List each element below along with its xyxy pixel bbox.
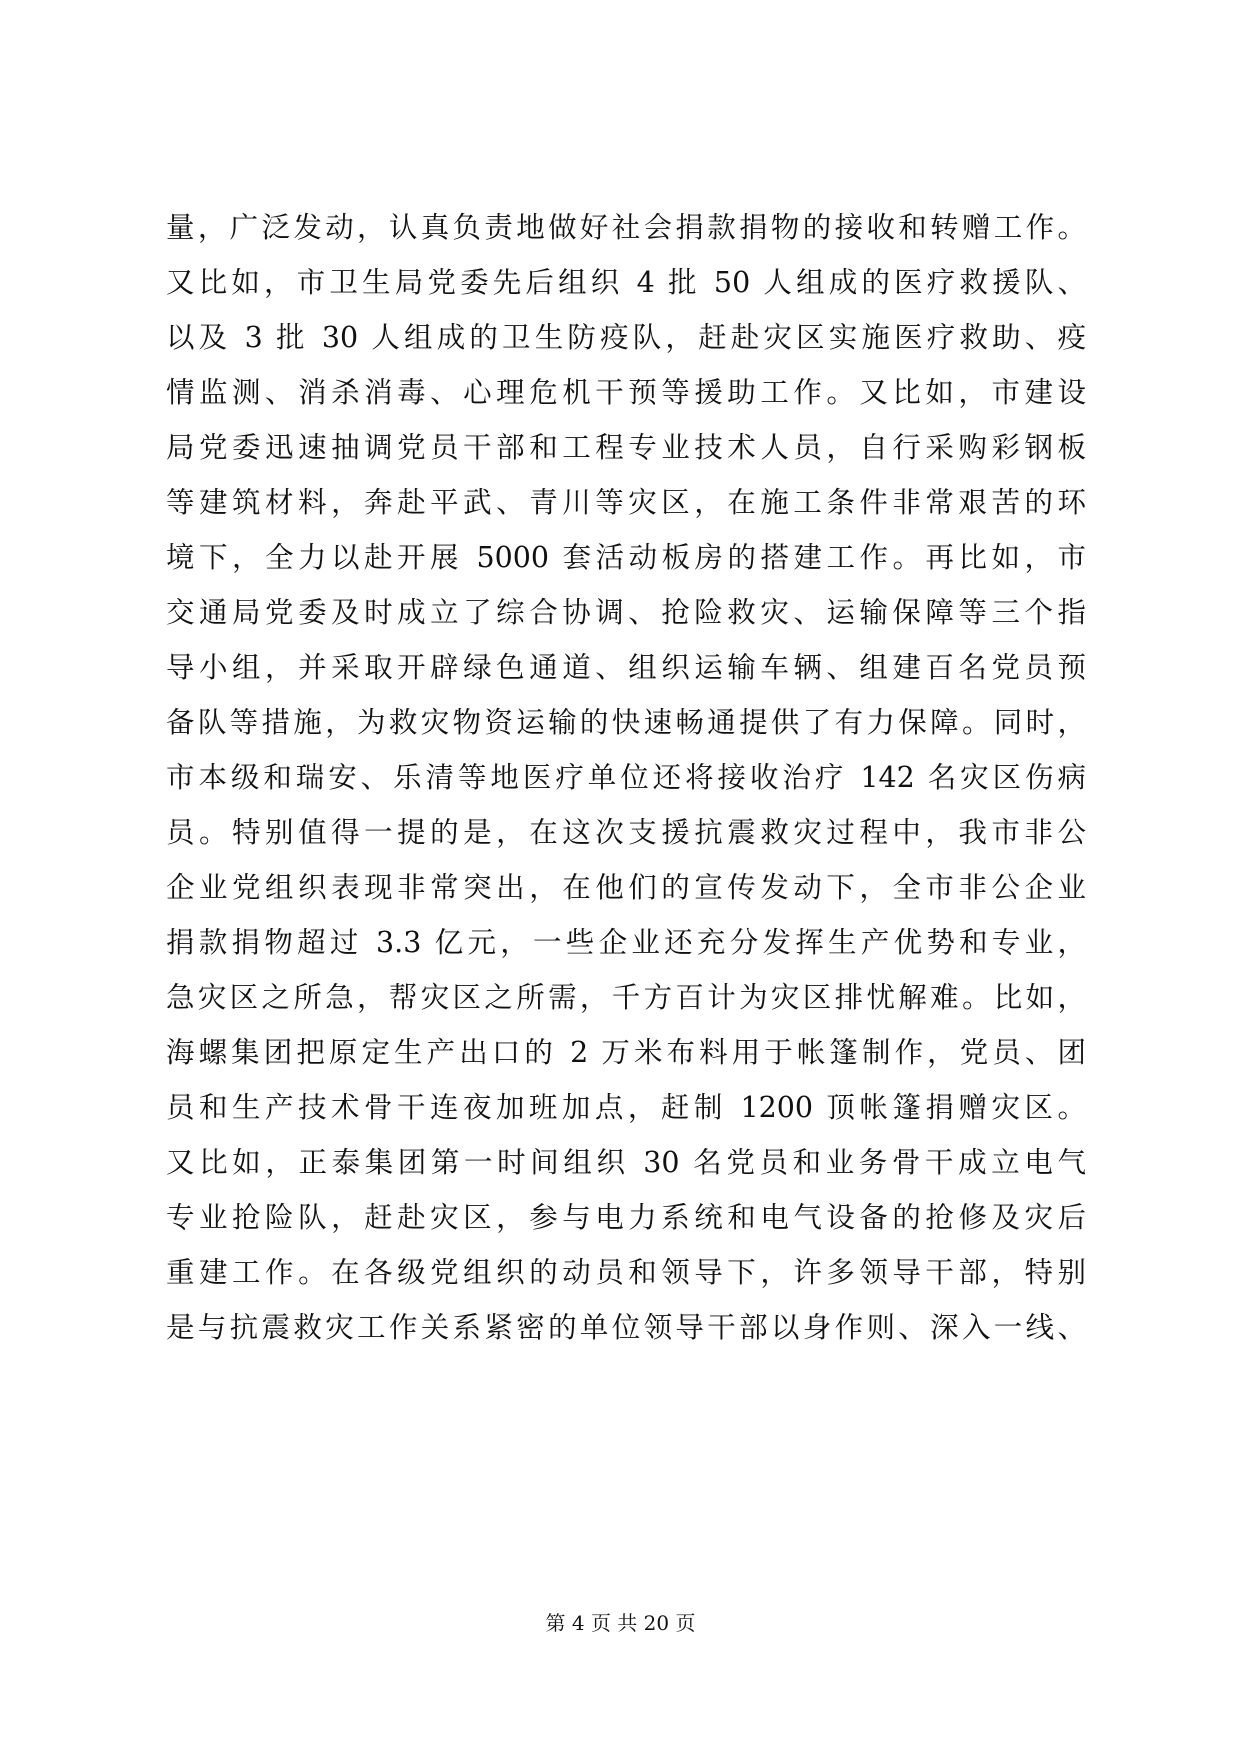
- text-line: 又比如，市卫生局党委先后组织 4 批 50 人组成的医疗救援队、: [166, 266, 1086, 299]
- text-line: 市本级和瑞安、乐清等地医疗单位还将接收治疗 142 名灾区伤病: [166, 761, 1086, 794]
- text-line: 局党委迅速抽调党员干部和工程专业技术人员，自行采购彩钢板: [166, 431, 1086, 464]
- text-line: 捐款捐物超过 3.3 亿元，一些企业还充分发挥生产优势和专业，: [166, 926, 1086, 959]
- text-line: 量，广泛发动，认真负责地做好社会捐款捐物的接收和转赠工作。: [166, 211, 1086, 244]
- text-line: 备队等措施，为救灾物资运输的快速畅通提供了有力保障。同时，: [166, 706, 1086, 739]
- text-line: 员。特别值得一提的是，在这次支援抗震救灾过程中，我市非公: [166, 816, 1086, 849]
- text-line: 导小组，并采取开辟绿色通道、组织运输车辆、组建百名党员预: [166, 651, 1086, 684]
- text-line: 海螺集团把原定生产出口的 2 万米布料用于帐篷制作，党员、团: [166, 1036, 1086, 1069]
- text-line: 情监测、消杀消毒、心理危机干预等援助工作。又比如，市建设: [166, 376, 1086, 409]
- text-line: 员和生产技术骨干连夜加班加点，赶制 1200 顶帐篷捐赠灾区。: [166, 1091, 1086, 1124]
- text-line: 等建筑材料，奔赴平武、青川等灾区，在施工条件非常艰苦的环: [166, 486, 1086, 519]
- text-line: 重建工作。在各级党组织的动员和领导下，许多领导干部，特别: [166, 1256, 1086, 1289]
- text-line: 境下，全力以赴开展 5000 套活动板房的搭建工作。再比如，市: [166, 541, 1086, 574]
- page-number-footer: 第 4 页 共 20 页: [545, 1611, 696, 1635]
- text-line: 专业抢险队，赶赴灾区，参与电力系统和电气设备的抢修及灾后: [166, 1201, 1086, 1234]
- text-line: 是与抗震救灾工作关系紧密的单位领导干部以身作则、深入一线、: [166, 1311, 1086, 1344]
- text-line: 又比如，正泰集团第一时间组织 30 名党员和业务骨干成立电气: [166, 1146, 1086, 1179]
- text-line: 企业党组织表现非常突出，在他们的宣传发动下，全市非公企业: [166, 871, 1086, 904]
- text-line: 急灾区之所急，帮灾区之所需，千方百计为灾区排忧解难。比如，: [166, 981, 1086, 1014]
- text-line: 交通局党委及时成立了综合协调、抢险救灾、运输保障等三个指: [166, 596, 1086, 629]
- text-line: 以及 3 批 30 人组成的卫生防疫队，赶赴灾区实施医疗救助、疫: [166, 321, 1086, 354]
